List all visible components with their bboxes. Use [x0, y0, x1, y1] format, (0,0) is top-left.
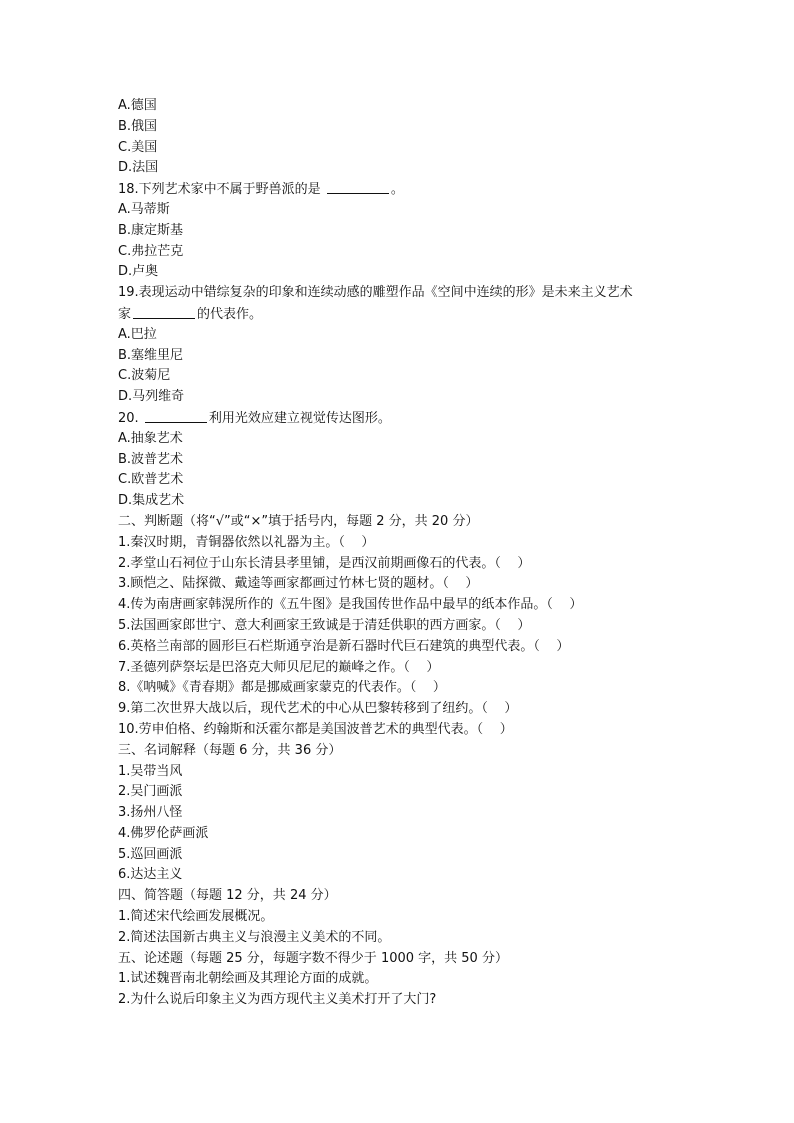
- answer-blank: [145, 408, 207, 423]
- term-item: 6.达达主义: [118, 867, 183, 883]
- true-false-item: 4.传为南唐画家韩滉所作的《五牛图》是我国传世作品中最早的纸本作品。（ ）: [118, 597, 583, 613]
- true-false-item: 6.英格兰南部的圆形巨石栏斯通亨治是新石器时代巨石建筑的典型代表。（ ）: [118, 638, 570, 654]
- q18-stem-end: 。: [390, 182, 404, 198]
- term-item: 2.吴门画派: [118, 784, 183, 800]
- essay-item: 1.试述魏晋南北朝绘画及其理论方面的成就。: [118, 971, 378, 987]
- q20-option-b: B.波普艺术: [118, 451, 184, 467]
- q17-option-a: A.德国: [118, 98, 157, 113]
- term-item: 3.扬州八怪: [118, 805, 183, 821]
- q19-stem-line2: [118, 304, 688, 325]
- short-answer-item: 1.简述宋代绘画发展概况。: [118, 909, 274, 925]
- true-false-item: 10.劳申伯格、约翰斯和沃霍尔都是美国波普艺术的典型代表。（ ）: [118, 721, 513, 737]
- answer-blank: [133, 304, 195, 319]
- true-false-item: 7.圣德列萨祭坛是巴洛克大师贝尼尼的巅峰之作。（ ）: [118, 659, 440, 675]
- true-false-item: 2.孝堂山石祠位于山东长清县孝里铺，是西汉前期画像石的代表。（ ）: [118, 555, 531, 571]
- q18-option-d: D.卢奥: [118, 264, 159, 280]
- section-heading-terms: 三、名词解释（每题 6 分，共 36 分）: [118, 742, 342, 758]
- q20-option-d: D.集成艺术: [118, 493, 185, 509]
- q20-option-c: C.欧普艺术: [118, 472, 184, 488]
- q18-option-c: C.弗拉芒克: [118, 243, 184, 259]
- exam-page: [118, 96, 688, 1011]
- q19-stem-end: 的代表作。: [197, 306, 263, 322]
- q18-option-b: B.康定斯基: [118, 222, 184, 238]
- true-false-item: 3.顾恺之、陆探微、戴逵等画家都画过竹林七贤的题材。（ ）: [118, 576, 479, 592]
- q17-option-c: C.美国: [118, 139, 158, 155]
- q19-stem-line1: 19.表现运动中错综复杂的印象和连续动感的雕塑作品《空间中连续的形》是未来主义艺术: [118, 285, 633, 301]
- term-item: 5.巡回画派: [118, 846, 183, 862]
- q17-option-b: B.俄国: [118, 118, 158, 134]
- essay-item: 2.为什么说后印象主义为西方现代主义美术打开了大门?: [118, 992, 437, 1008]
- term-item: 1.吴带当风: [118, 763, 183, 779]
- q17-option-d: D.法国: [118, 160, 159, 176]
- q20-stem-number: 20.: [118, 410, 143, 426]
- q18-stem-text: 18.下列艺术家中不属于野兽派的是: [118, 182, 325, 198]
- answer-blank: [327, 179, 389, 194]
- short-answer-item: 2.简述法国新古典主义与浪漫主义美术的不同。: [118, 929, 391, 945]
- q19-option-d: D.马列维奇: [118, 389, 185, 405]
- section-heading-short-answer: 四、简答题（每题 12 分，共 24 分）: [118, 888, 337, 904]
- q18-option-a: A.马蒂斯: [118, 201, 170, 217]
- section-heading-essay: 五、论述题（每题 25 分，每题字数不得少于 1000 字，共 50 分）: [118, 950, 508, 966]
- term-item: 4.佛罗伦萨画派: [118, 825, 209, 841]
- q20-stem-text: 利用光效应建立视觉传达图形。: [208, 410, 391, 426]
- true-false-item: 1.秦汉时期，青铜器依然以礼器为主。（ ）: [118, 534, 375, 550]
- q20-stem: [118, 408, 688, 429]
- q19-option-b: B.塞维里尼: [118, 347, 184, 363]
- true-false-item: 5.法国画家郎世宁、意大利画家王致诚是于清廷供职的西方画家。（ ）: [118, 617, 531, 633]
- q19-option-a: A.巴拉: [118, 326, 157, 342]
- q19-stem-text: 家: [118, 306, 132, 322]
- true-false-item: 9.第二次世界大战以后，现代艺术的中心从巴黎转移到了纽约。（ ）: [118, 701, 518, 717]
- true-false-item: 8.《呐喊》《青春期》都是挪威画家蒙克的代表作。（ ）: [118, 680, 446, 696]
- q18-stem: [118, 179, 688, 200]
- section-heading-true-false: 二、判断题（将“√”或“×”填于括号内，每题 2 分，共 20 分）: [118, 513, 479, 529]
- q20-option-a: A.抽象艺术: [118, 430, 183, 446]
- q19-option-c: C.波菊尼: [118, 368, 171, 384]
